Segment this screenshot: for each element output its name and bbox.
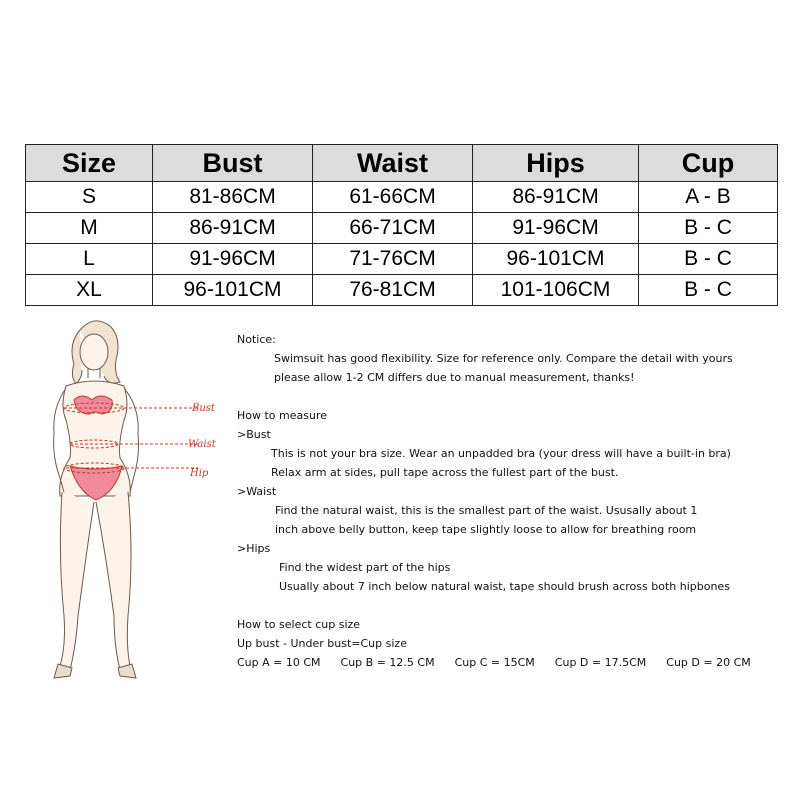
cell-size: L [26, 244, 153, 275]
cell-cup: B - C [639, 275, 778, 306]
hips-line-1: Find the widest part of the hips [279, 561, 451, 574]
cup-size-item: Cup A = 10 CM [237, 656, 321, 669]
cell-waist: 71-76CM [313, 244, 473, 275]
waist-line-2: inch above belly button, keep tape slightly loose to allow for breathing room [275, 523, 697, 536]
table-row [26, 182, 778, 213]
bust-heading: >Bust [237, 428, 271, 441]
cell-waist: 76-81CM [313, 275, 473, 306]
bust-line-1: This is not your bra size. Wear an unpadded bra (your dress will have a built-in bra) [271, 447, 731, 460]
cell-bust: 91-96CM [153, 244, 313, 275]
table-row [26, 213, 778, 244]
cup-size-item: Cup D = 17.5CM [554, 656, 647, 669]
cup-size-item: Cup B = 12.5 CM [340, 656, 435, 669]
header-waist: Waist [313, 145, 473, 182]
notice-line-1: Swimsuit has good flexibility. Size for reference only. Compare the detail with yours [274, 352, 733, 365]
cell-hips: 101-106CM [473, 275, 639, 306]
cell-waist: 61-66CM [313, 182, 473, 213]
table-row [26, 275, 778, 306]
cell-bust: 96-101CM [153, 275, 313, 306]
cell-size: M [26, 213, 153, 244]
cell-bust: 81-86CM [153, 182, 313, 213]
cell-hips: 96-101CM [473, 244, 639, 275]
table-header-row [26, 145, 778, 182]
cell-hips: 91-96CM [473, 213, 639, 244]
cup-size-formula: Up bust - Under bust=Cup size [237, 637, 407, 650]
measurement-figure [30, 316, 230, 686]
notice-line-2: please allow 1-2 CM differs due to manual measurement, thanks! [274, 371, 635, 384]
cup-size-title: How to select cup size [237, 618, 361, 631]
size-chart-table [25, 144, 778, 306]
cell-cup: A - B [639, 182, 778, 213]
hip-label: Hip [190, 468, 209, 479]
size-notes [237, 330, 792, 672]
header-size: Size [26, 145, 153, 182]
cell-bust: 86-91CM [153, 213, 313, 244]
hips-line-2: Usually about 7 inch below natural waist, tape should brush across both hipbones [279, 580, 730, 593]
body-figure-illustration [30, 316, 230, 686]
waist-label: Waist [188, 439, 216, 450]
notice-title: Notice: [237, 333, 276, 346]
how-to-measure-title: How to measure [237, 409, 328, 422]
cell-size: S [26, 182, 153, 213]
hips-heading: >Hips [237, 542, 271, 555]
table-row [26, 244, 778, 275]
header-cup: Cup [639, 145, 778, 182]
bust-label: Bust [192, 403, 215, 414]
cup-size-list [237, 653, 792, 672]
waist-line-1: Find the natural waist, this is the smallest part of the waist. Ususally about 1 [275, 504, 698, 517]
header-hips: Hips [473, 145, 639, 182]
header-bust: Bust [153, 145, 313, 182]
cell-waist: 66-71CM [313, 213, 473, 244]
waist-heading: >Waist [237, 485, 277, 498]
cell-cup: B - C [639, 213, 778, 244]
cell-cup: B - C [639, 244, 778, 275]
cup-size-item: Cup C = 15CM [454, 656, 535, 669]
cell-hips: 86-91CM [473, 182, 639, 213]
bust-line-2: Relax arm at sides, pull tape across the fullest part of the bust. [271, 466, 619, 479]
cell-size: XL [26, 275, 153, 306]
cup-size-item: Cup D = 20 CM [666, 656, 751, 669]
